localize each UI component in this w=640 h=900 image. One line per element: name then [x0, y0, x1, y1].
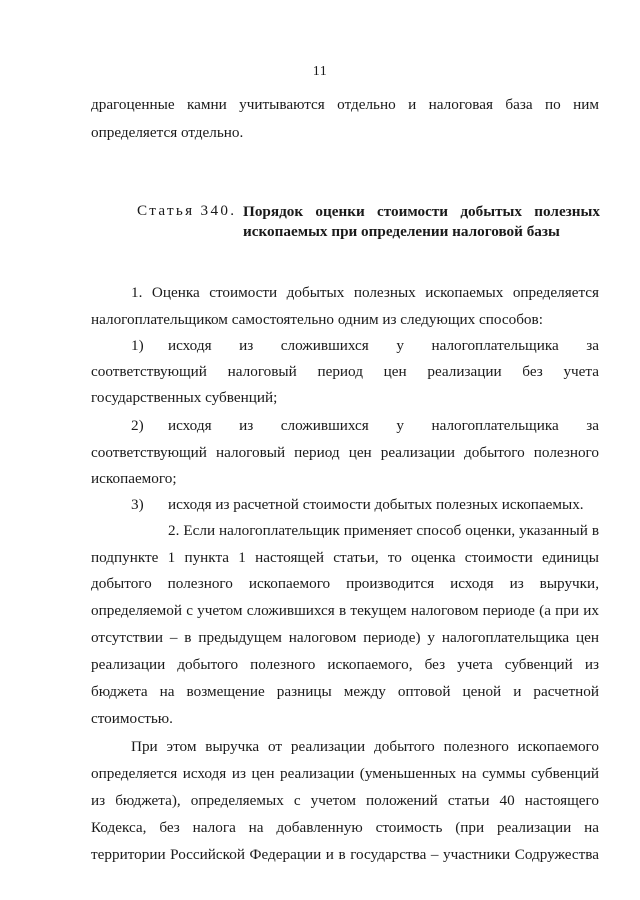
- article-label: Статья 340.: [137, 202, 237, 219]
- article-title-line: ископаемых при определении налоговой базы: [243, 223, 560, 240]
- list-item-line: исходя из сложившихся у налогоплательщика за: [168, 417, 599, 434]
- paragraph-line: территории Российской Федерации и в государства – участники Содружества: [91, 846, 599, 863]
- page-number: 11: [312, 64, 328, 79]
- clause-2-line: стоимостью.: [91, 710, 173, 727]
- text-line: драгоценные камни учитываются отдельно и налоговая база по ним: [91, 96, 599, 113]
- clause-2-line: реализации добытого полезного ископаемого, без учета субвенций из: [91, 656, 599, 673]
- clause-1-line: 1. Оценка стоимости добытых полезных ископаемых определяется: [131, 284, 599, 301]
- clause-2-line: определяемой с учетом сложившихся в текущем налоговом периоде (а при их: [91, 602, 599, 619]
- clause-2-line: бюджета на возмещение разницы между оптовой ценой и расчетной: [91, 683, 599, 700]
- list-item-line: исходя из расчетной стоимости добытых полезных ископаемых.: [168, 496, 584, 513]
- clause-2-line: подпункте 1 пункта 1 настоящей статьи, то оценка стоимости единицы: [91, 549, 599, 566]
- paragraph-line: При этом выручка от реализации добытого полезного ископаемого: [131, 738, 599, 755]
- clause-2-line: добытого полезного ископаемого производится исходя из выручки,: [91, 575, 599, 592]
- list-item-line: государственных субвенций;: [91, 389, 278, 406]
- list-item-line: соответствующий налоговый период цен реализации добытого полезного: [91, 444, 599, 461]
- list-item-line: ископаемого;: [91, 470, 177, 487]
- paragraph-line: определяется исходя из цен реализации (уменьшенных на суммы субвенций: [91, 765, 599, 782]
- paragraph-line: из бюджета), определяемых с учетом положений статьи 40 настоящего: [91, 792, 599, 809]
- clause-1-line: налогоплательщиком самостоятельно одним из следующих способов:: [91, 311, 543, 328]
- text-line: определяется отдельно.: [91, 124, 244, 141]
- list-item-number: 3): [131, 496, 144, 513]
- clause-2-line: отсутствии – в предыдущем налоговом периоде) у налогоплательщика цен: [91, 629, 599, 646]
- clause-2-line: 2. Если налогоплательщик применяет способ оценки, указанный в: [168, 522, 599, 539]
- list-item-number: 1): [131, 337, 144, 354]
- list-item-line: соответствующий налоговый период цен реализации без учета: [91, 363, 599, 380]
- list-item-line: исходя из сложившихся у налогоплательщика за: [168, 337, 599, 354]
- list-item-number: 2): [131, 417, 144, 434]
- article-title-line: Порядок оценки стоимости добытых полезных: [243, 203, 600, 220]
- paragraph-line: Кодекса, без налога на добавленную стоимость (при реализации на: [91, 819, 599, 836]
